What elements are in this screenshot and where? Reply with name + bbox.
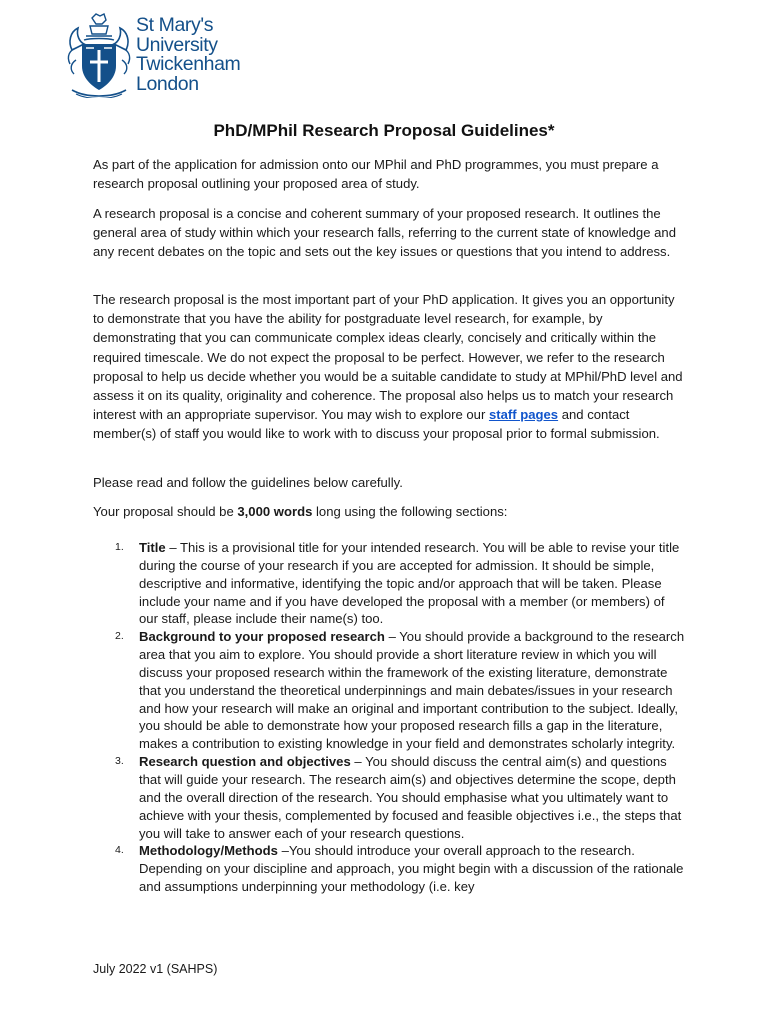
logo-line-2: University	[136, 33, 218, 56]
list-item-number: 1.	[115, 541, 124, 553]
list-item-heading: Title	[139, 540, 166, 555]
list-item	[112, 628, 687, 753]
list-item-number: 3.	[115, 755, 124, 768]
list-item	[112, 842, 687, 896]
list-item-number: 4.	[115, 844, 124, 857]
document-footer: July 2022 v1 (SAHPS)	[93, 962, 218, 976]
logo-line-4: London	[136, 72, 199, 95]
university-crest-icon	[66, 12, 132, 98]
logo-line-1: St Mary's	[136, 14, 214, 36]
list-item-heading: Research question and objectives	[139, 754, 351, 770]
university-logo	[66, 12, 246, 100]
word-count-value: 3,000 words	[237, 504, 313, 519]
importance-text-end: and contact member(s) of staff you would like to work with to discuss your proposal prior to formal submission.	[93, 407, 660, 442]
list-item-heading: Background to your proposed research	[139, 629, 385, 645]
list-item-text: – This is a provisional title for your intended research. You will be able to revise your title during the course of your research if you are accepted for admission. It should be simple, descriptive and informative, identifying the topic and/or approach that will be taken. Please include your name and if you have developed the proposal with a member (or members) of our staff, please include their name(s) too.	[139, 540, 680, 627]
instruction-paragraph: Please read and follow the guidelines below carefully.	[93, 475, 403, 490]
document-title: PhD/MPhil Research Proposal Guidelines*	[213, 121, 555, 140]
list-item-text: –You should introduce your overall approach to the research. Depending on your discipline and approach, you might begin with a discussion of the rationale and assumptions underpinning your methodology (i.e. key	[139, 843, 684, 895]
importance-text-start: The research proposal is the most important part of your PhD application. It gives you an opportunity to demonstrate that you have the ability for postgraduate level research, for example, by demonstrating that you can communicate complex ideas clearly, concisely and critically within the required timescale. We do not expect the proposal to be perfect. However, we refer to the research proposal to help us decide whether you would be a suitable candidate to study at MPhil/PhD level and assess it on its quality, originality and coherence. The proposal also helps us to match your research interest with an appropriate supervisor. You may wish to explore our	[93, 292, 683, 423]
staff-pages-link[interactable]: staff pages	[488, 407, 559, 423]
list-item-number: 2.	[115, 630, 124, 643]
logo-line-3: Twickenham	[136, 53, 241, 75]
word-count-text-start: Your proposal should be	[93, 504, 238, 519]
university-name	[136, 16, 240, 94]
list-item-heading: Methodology/Methods	[139, 843, 278, 859]
importance-paragraph	[93, 290, 683, 444]
list-item-text: – You should discuss the central aim(s) and questions that will guide your research. The research aim(s) and objectives determine the scope, depth and the overall direction of the research. You should emphasise what you ultimately want to achieve with your thesis, complemented by focused and feasible objectives i.e., the steps that you will take to answer each of your research questions.	[139, 754, 682, 841]
word-count-text-end: long using the following sections:	[312, 504, 508, 519]
intro-paragraph: As part of the application for admission onto our MPhil and PhD programmes, you must prepare a research proposal outlining your proposed area of study.	[93, 157, 659, 192]
list-item	[112, 753, 687, 842]
list-item	[112, 539, 687, 628]
definition-paragraph: A research proposal is a concise and coherent summary of your proposed research. It outlines the general area of study within which your research falls, referring to the current state of knowledge and any recent debates on the topic and sets out the key issues or questions that you intend to address.	[93, 206, 676, 260]
sections-list	[112, 539, 687, 896]
list-item-text: – You should provide a background to the research area that you aim to explore. You should provide a short literature review in which you will discuss your proposed research within the framework of the existing literature, demonstrate that you understand the theoretical underpinnings and main debates/issues in your research and how your research will make an original and important contribution to the subject. Ideally, you should be able to demonstrate how your proposed research fills a gap in the literature, makes a contribution to existing knowledge in your field and demonstrates scholarly integrity.	[139, 629, 685, 752]
word-count-paragraph	[93, 502, 683, 521]
